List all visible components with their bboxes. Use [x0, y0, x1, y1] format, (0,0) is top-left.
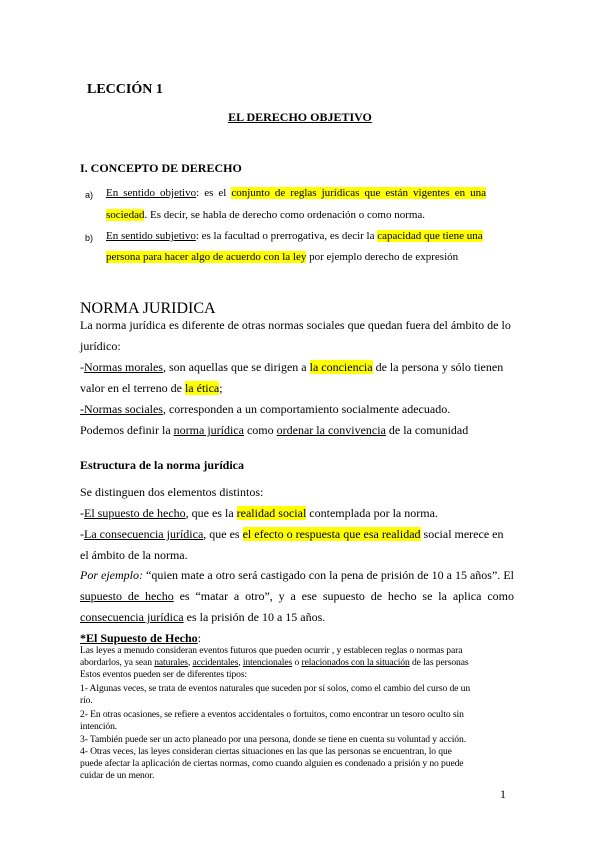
- supuesto-p1-line1: Las leyes a menudo consideran eventos futuros que pueden ocurrir , y establecen reglas o normas para: [80, 645, 463, 656]
- definir-norma-line: Podemos definir la norma jurídica como ordenar la convivencia de la comunidad: [80, 423, 469, 437]
- item-a-line1: En sentido objetivo: es el conjunto de reglas jurídicas que están vigentes en una: [106, 187, 486, 199]
- list-marker-a: a): [85, 190, 94, 200]
- section-heading-concepto: I. CONCEPTO DE DERECHO: [80, 161, 242, 175]
- supuesto-line: -El supuesto de hecho, que es la realidad social contemplada por la norma.: [80, 506, 438, 520]
- tipo-1-line2: río.: [80, 695, 93, 706]
- tipo-4-line3: cuidar de un menor.: [80, 770, 155, 781]
- tipo-4-line2: puede afectar la aplicación de ciertas normas, como cuando alguien es condenado a prisión y no puede: [80, 758, 464, 769]
- page-number: 1: [500, 787, 506, 801]
- section-heading-norma: NORMA JURIDICA: [80, 300, 216, 317]
- ejemplo-line3: consecuencia jurídica es la prisión de 10 a 15 años.: [80, 610, 326, 624]
- lesson-heading: LECCIÓN 1: [87, 82, 163, 97]
- normas-morales-line1: -Normas morales, son aquellas que se dirigen a la conciencia de la persona y sólo tienen: [80, 360, 504, 374]
- norma-intro-line2: jurídico:: [80, 339, 121, 353]
- consecuencia-line2: el ámbito de la norma.: [80, 548, 188, 562]
- section-heading-estructura: Estructura de la norma jurídica: [80, 458, 244, 472]
- item-b-line1: En sentido subjetivo: es la facultad o prerrogativa, es decir la capacidad que tiene una: [106, 230, 483, 242]
- norma-intro-line1: La norma jurídica es diferente de otras normas sociales que quedan fuera del ámbito de lo: [80, 318, 511, 332]
- item-a-line2: sociedad. Es decir, se habla de derecho como ordenación o como norma.: [106, 209, 426, 221]
- section-heading-supuesto: *El Supuesto de Hecho:: [80, 631, 202, 645]
- document-title: EL DERECHO OBJETIVO: [228, 110, 372, 124]
- consecuencia-line1: -La consecuencia jurídica, que es el efecto o respuesta que esa realidad social merece en: [80, 527, 504, 541]
- list-marker-b: b): [85, 233, 94, 243]
- tipo-1-line1: 1- Algunas veces, se trata de eventos naturales que suceden por sí solos, como el cambio del curso de un: [80, 683, 471, 694]
- tipo-2-line2: intención.: [80, 721, 118, 732]
- supuesto-p1-line2: abordarlos, ya sean naturales, accidentales, intencionales o relacionados con la situación de las personas: [80, 657, 469, 668]
- tipo-3-line: 3- También puede ser un acto planeado por una persona, donde se tiene en cuenta su voluntad y acción.: [80, 734, 466, 745]
- estructura-intro: Se distinguen dos elementos distintos:: [80, 485, 264, 499]
- ejemplo-line2: supuesto de hecho es “matar a otro”, y a ese supuesto de hecho se la aplica como: [80, 589, 514, 603]
- normas-morales-line2: valor en el terreno de la ética;: [80, 381, 223, 395]
- tipo-4-line1: 4- Otras veces, las leyes consideran ciertas situaciones en las que las personas se encuentran, lo que: [80, 746, 452, 757]
- supuesto-p1-line3: Estos eventos pueden ser de diferentes tipos:: [80, 669, 248, 680]
- ejemplo-line1: Por ejemplo: “quien mate a otro será castigado con la pena de prisión de 10 a 15 años”. El: [80, 568, 514, 582]
- item-b-line2: persona para hacer algo de acuerdo con la ley por ejemplo derecho de expresión: [106, 251, 459, 263]
- tipo-2-line1: 2- En otras ocasiones, se refiere a eventos accidentales o fortuitos, como encontrar un tesoro oculto sin: [80, 709, 464, 720]
- normas-sociales-line: -Normas sociales, corresponden a un comportamiento socialmente adecuado.: [80, 402, 451, 416]
